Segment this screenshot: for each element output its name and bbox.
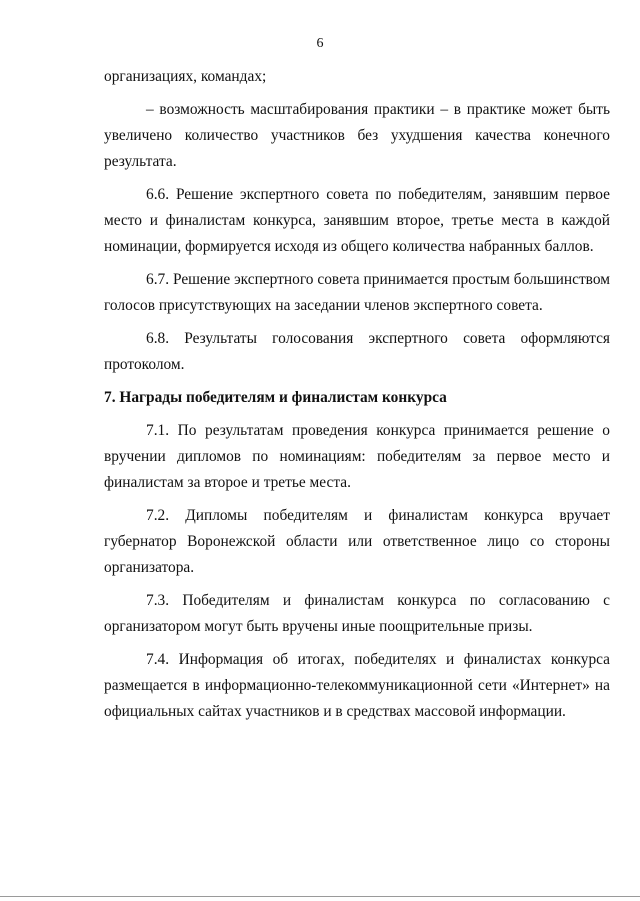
paragraph-scalability: – возможность масштабирования практики – в практике может быть увеличено количество участников без ухудшения качества конечного результата. — [104, 101, 610, 170]
paragraph-6-8: 6.8. Результаты голосования экспертного совета оформляются протоколом. — [104, 330, 610, 373]
paragraph-7-4: 7.4. Информация об итогах, победителях и финалистах конкурса размещается в информационно-телекоммуникационной сети «Интернет» на официальных сайтах участников и в средствах массовой информации. — [104, 651, 610, 720]
page-number: 6 — [316, 36, 324, 51]
paragraph-6-7: 6.7. Решение экспертного совета принимается простым большинством голосов присутствующих на заседании членов экспертного совета. — [104, 271, 610, 314]
paragraph-continuation: организациях, командах; — [104, 68, 267, 85]
section-7-heading: 7. Награды победителям и финалистам конкурса — [104, 389, 447, 406]
paragraph-7-1: 7.1. По результатам проведения конкурса принимается решение о вручении дипломов по номинациям: победителям за первое место и финалистам за второе и третье места. — [104, 422, 610, 491]
paragraph-7-2: 7.2. Дипломы победителям и финалистам конкурса вручает губернатор Воронежской области или ответственное лицо со стороны организатора. — [104, 507, 610, 576]
paragraph-6-6: 6.6. Решение экспертного совета по победителям, занявшим первое место и финалистам конкурса, занявшим второе, третье места в каждой номинации, формируется исходя из общего количества набранных баллов. — [104, 186, 610, 255]
document-body — [104, 64, 610, 732]
page-bottom-edge — [0, 896, 640, 897]
paragraph-7-3: 7.3. Победителям и финалистам конкурса по согласованию с организатором могут быть вручены иные поощрительные призы. — [104, 592, 610, 635]
